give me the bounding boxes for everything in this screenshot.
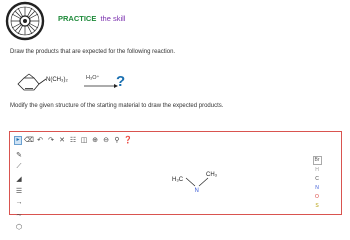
reagent-label: H₃O⁺ — [86, 75, 100, 81]
practice-title — [58, 14, 125, 23]
editor-toolbar — [14, 135, 132, 145]
atom-s[interactable]: S — [315, 203, 319, 209]
redo-icon[interactable]: ↷ — [48, 136, 54, 144]
starting-material-structure — [18, 74, 46, 90]
methyl-right-label: CH₃ — [206, 172, 218, 178]
modify-instruction: Modify the given structure of the starting material to draw the expected products. — [10, 103, 224, 109]
pencil-icon[interactable]: ✎ — [16, 151, 22, 159]
atom-n[interactable]: N — [315, 185, 319, 191]
practice-label: PRACTICE — [58, 14, 97, 23]
erase-tool-icon[interactable]: ⌫ — [24, 136, 34, 144]
ring-tool-icon[interactable]: ⬡ — [15, 223, 23, 231]
chain-tool-icon[interactable]: ∼ — [16, 211, 22, 219]
substituent-label: N(CH₃)₂ — [46, 77, 68, 83]
methyl-left-label: H₃C — [172, 177, 184, 183]
left-toolbar — [14, 150, 24, 231]
atom-c[interactable]: C — [315, 176, 319, 182]
product-unknown: ? — [116, 73, 126, 90]
zoom-fit-icon[interactable]: ⚲ — [114, 136, 120, 144]
wedge-bond-icon[interactable]: ◢ — [16, 175, 22, 183]
zoom-in-icon[interactable]: ⊕ — [92, 136, 98, 144]
skill-label: the skill — [100, 14, 126, 23]
draw-products-instruction: Draw the products that are expected for the following reaction. — [10, 49, 176, 55]
atom-label-box[interactable]: Br — [314, 157, 320, 163]
hash-bond-icon[interactable]: ☰ — [15, 187, 23, 195]
atom-palette — [311, 156, 323, 210]
zoom-out-icon[interactable]: ⊖ — [103, 136, 109, 144]
skill-wheel-icon — [5, 1, 45, 41]
editable-molecule[interactable] — [168, 162, 228, 202]
atom-o[interactable]: O — [315, 194, 319, 200]
clear-icon[interactable]: ✕ — [59, 136, 65, 144]
help-icon[interactable]: ❓ — [123, 136, 133, 144]
atom-h[interactable]: H — [315, 167, 319, 173]
reaction-scheme — [14, 72, 214, 94]
arrow-tool-icon[interactable]: → — [15, 199, 23, 206]
copy-icon[interactable]: ☷ — [69, 136, 77, 144]
bond-tool-icon[interactable]: ⟋ — [16, 162, 22, 170]
select-tool-icon[interactable]: ▸ — [14, 136, 22, 145]
paste-icon[interactable]: ◫ — [80, 136, 88, 144]
nitrogen-atom-label: N — [194, 188, 199, 194]
undo-icon[interactable]: ↶ — [37, 136, 43, 144]
